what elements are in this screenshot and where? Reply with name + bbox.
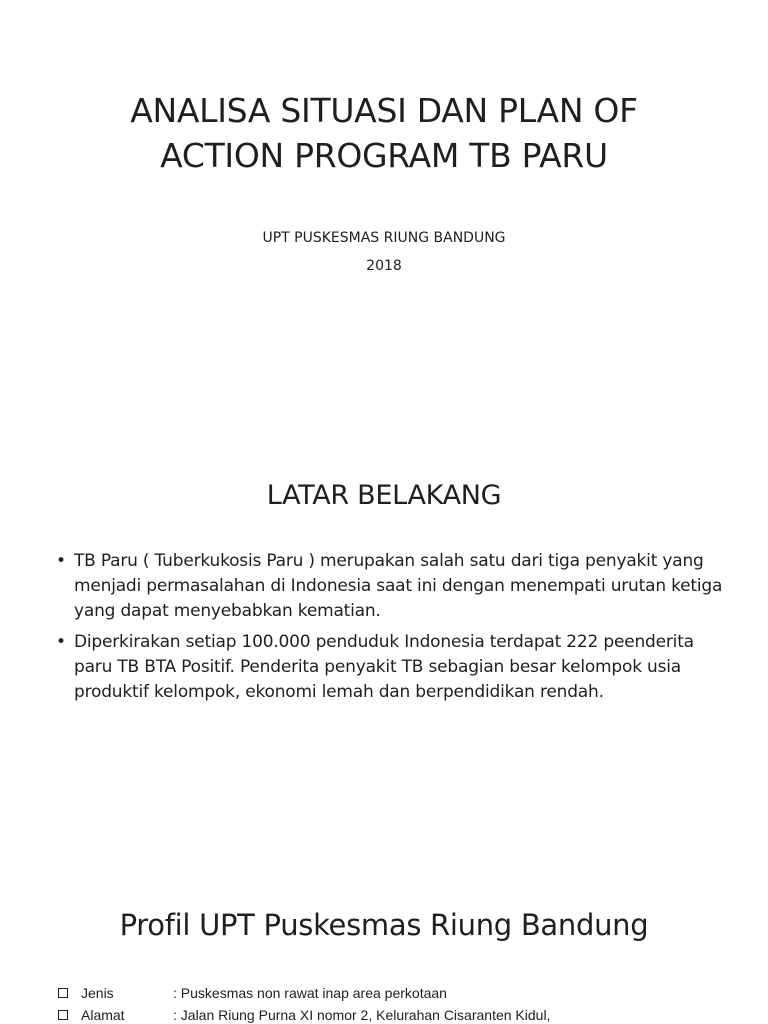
title-line-2: ACTION PROGRAM TB PARU <box>160 136 608 175</box>
bullet-icon: • <box>56 551 66 571</box>
slide-heading: LATAR BELAKANG <box>266 480 502 511</box>
bullet-icon: • <box>56 632 66 652</box>
presentation-year: 2018 <box>366 258 402 274</box>
bullet-text: Diperkirakan setiap 100.000 penduduk Indonesia terdapat 222 peenderita paru TB BTA Positif. Penderita penyakit TB sebagian besar kelompok usia produktif kelompok, ekonomi lemah dan berpendidikan rendah. <box>74 632 694 702</box>
slide-heading: Profil UPT Puskesmas Riung Bandung <box>119 908 649 942</box>
slide-background <box>0 330 768 860</box>
profile-row <box>58 1004 758 1024</box>
profile-label: Jenis <box>81 985 114 1001</box>
bullet-text: TB Paru ( Tuberkukosis Paru ) merupakan salah satu dari tiga penyakit yang menjadi permasalahan di Indonesia saat ini dengan menempati urutan ketiga yang dapat menyebabkan kematian. <box>74 551 723 621</box>
profile-list <box>58 982 758 1024</box>
checkbox-bullet-icon <box>58 1010 68 1020</box>
slide-title <box>0 0 768 330</box>
profile-label: Alamat <box>81 1007 125 1023</box>
profile-row <box>58 982 758 1004</box>
presentation-title <box>0 88 768 178</box>
profile-value: : Puskesmas non rawat inap area perkotaan <box>173 985 447 1001</box>
bullet-list <box>56 549 736 711</box>
bullet-item <box>56 549 736 624</box>
organization-name: UPT PUSKESMAS RIUNG BANDUNG <box>262 230 506 246</box>
title-line-1: ANALISA SITUASI DAN PLAN OF <box>130 91 638 130</box>
profile-value: : Jalan Riung Purna XI nomor 2, Kelurahan Cisaranten Kidul, <box>173 1007 551 1023</box>
checkbox-bullet-icon <box>58 988 68 998</box>
bullet-item <box>56 630 736 705</box>
slide-profile <box>0 860 768 1024</box>
